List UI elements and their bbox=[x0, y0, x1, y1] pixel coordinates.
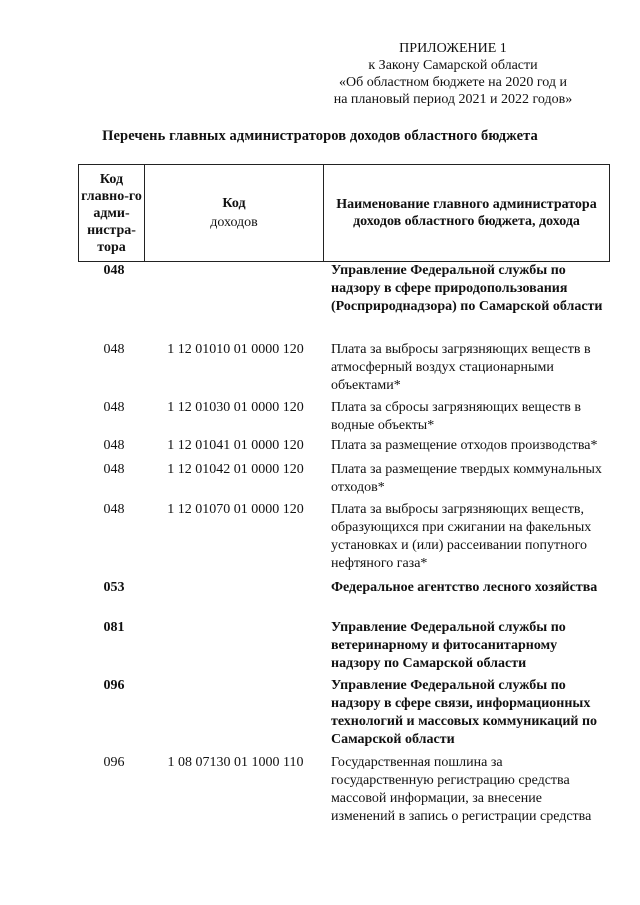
cell-income-code bbox=[144, 262, 323, 341]
cell-income-code: 1 12 01041 01 0000 120 bbox=[167, 438, 304, 453]
cell-name: Государственная пошлина за государственную регистрацию средства массовой информации, за внесение изменений в запись о регистрации средства bbox=[331, 755, 592, 824]
cell-name: Управление Федеральной службы по ветеринарному и фитосанитарному надзору по Самарской области bbox=[331, 620, 566, 671]
cell-income-code: 1 12 01042 01 0000 120 bbox=[167, 462, 304, 477]
table-row bbox=[78, 579, 610, 619]
cell-admin-code: 096 bbox=[103, 755, 125, 770]
header-code-income-label: Код bbox=[222, 196, 246, 211]
appendix-block bbox=[293, 40, 613, 108]
appendix-line-2: к Закону Самарской области bbox=[368, 58, 538, 73]
cell-name: Плата за сбросы загрязняющих веществ в водные объекты* bbox=[331, 400, 581, 433]
cell-admin-code: 048 bbox=[103, 462, 125, 477]
document-title: Перечень главных администраторов доходов областного бюджета bbox=[102, 128, 538, 144]
cell-income-code bbox=[144, 677, 323, 754]
cell-income-code: 1 08 07130 01 1000 110 bbox=[167, 755, 304, 770]
header-code-income-sub: доходов bbox=[210, 215, 258, 230]
table-row bbox=[78, 341, 610, 399]
cell-name: Плата за размещение твердых коммунальных отходов* bbox=[331, 462, 602, 495]
cell-income-code bbox=[144, 619, 323, 677]
cell-income-code: 1 12 01010 01 0000 120 bbox=[167, 342, 304, 357]
cell-income-code: 1 12 01030 01 0000 120 bbox=[167, 400, 304, 415]
table-row bbox=[78, 754, 610, 834]
cell-admin-code: 096 bbox=[103, 678, 125, 693]
cell-admin-code: 048 bbox=[103, 502, 125, 517]
cell-name: Федеральное агентство лесного хозяйства bbox=[331, 580, 598, 595]
table-row bbox=[78, 677, 610, 754]
header-name: Наименование главного администратора доходов областного бюджета, дохода bbox=[336, 197, 597, 229]
cell-admin-code: 053 bbox=[103, 580, 125, 595]
table-row bbox=[78, 262, 610, 341]
table-row bbox=[78, 619, 610, 677]
cell-income-code: 1 12 01070 01 0000 120 bbox=[167, 502, 304, 517]
appendix-line-3: «Об областном бюджете на 2020 год и bbox=[339, 75, 567, 90]
cell-admin-code: 048 bbox=[103, 438, 125, 453]
header-code-income bbox=[145, 165, 324, 261]
cell-admin-code: 048 bbox=[103, 342, 125, 357]
cell-name: Плата за выбросы загрязняющих веществ, образующихся при сжигании на факельных установках и (или) рассеивании попутного нефтяного газа* bbox=[331, 502, 592, 571]
cell-name: Управление Федеральной службы по надзору в сфере связи, информационных технологий и массовых коммуникаций по Самарской области bbox=[331, 678, 598, 747]
table-row bbox=[78, 437, 610, 461]
cell-admin-code: 048 bbox=[103, 400, 125, 415]
table-row bbox=[78, 399, 610, 437]
header-code-admin: Код главно-го адми-нистра-тора bbox=[79, 165, 145, 261]
cell-name: Плата за размещение отходов производства* bbox=[331, 438, 598, 453]
table-body bbox=[78, 262, 610, 834]
cell-income-code bbox=[144, 579, 323, 619]
table-row bbox=[78, 501, 610, 579]
table-row bbox=[78, 461, 610, 501]
cell-name: Плата за выбросы загрязняющих веществ в атмосферный воздух стационарными объектами* bbox=[331, 342, 591, 393]
appendix-line-4: на плановый период 2021 и 2022 годов» bbox=[333, 92, 573, 107]
table-header bbox=[78, 164, 610, 262]
cell-name: Управление Федеральной службы по надзору в сфере природопользования (Росприроднадзора) по Самарской области bbox=[331, 263, 603, 314]
cell-admin-code: 048 bbox=[103, 263, 125, 278]
cell-admin-code: 081 bbox=[103, 620, 125, 635]
appendix-line-1: ПРИЛОЖЕНИЕ 1 bbox=[399, 41, 507, 56]
